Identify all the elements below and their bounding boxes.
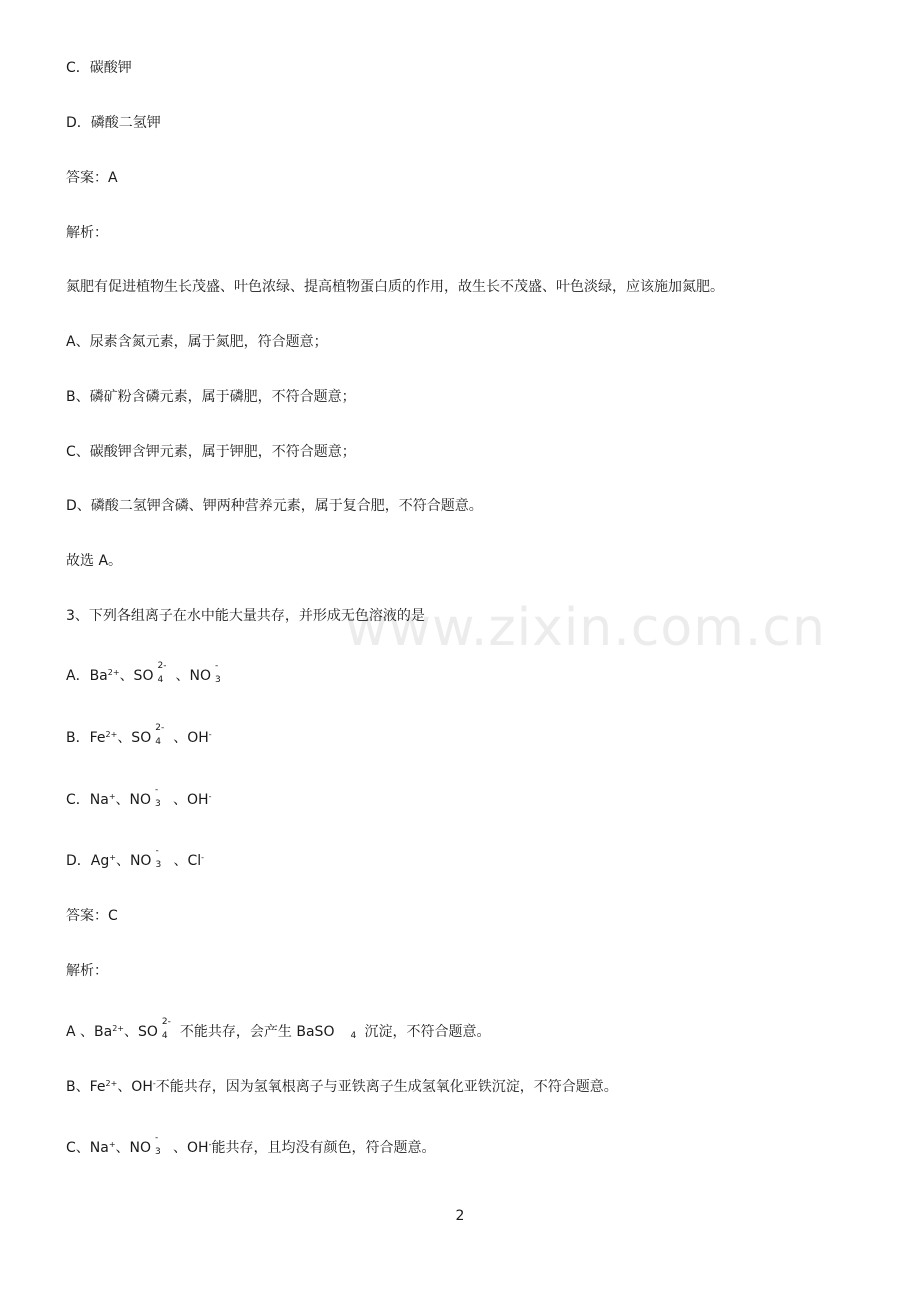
ion-charge: 2+ — [112, 1024, 125, 1033]
q3-option-a — [66, 661, 233, 686]
ion-charge: - — [152, 1079, 156, 1088]
explanation-text: 不能共存，因为氢氧根离子与亚铁离子生成氢氧化亚铁沉淀，不符合题意。 — [155, 1079, 618, 1095]
ion-charge: - — [155, 1133, 159, 1143]
formula-script — [211, 661, 233, 686]
ion-charge: - — [155, 846, 159, 856]
q2-option-c: C．碳酸钾 — [66, 60, 132, 76]
formula-script — [151, 846, 173, 871]
ion-charge: - — [155, 785, 159, 795]
watermark: www.zixin.com.cn — [345, 598, 826, 658]
ion-text: C．Na — [66, 792, 109, 808]
q3-question: 3、下列各组离子在水中能大量共存，并形成无色溶液的是 — [66, 608, 425, 624]
ion-charge: 2- — [155, 723, 165, 733]
ion-charge: + — [108, 792, 116, 801]
q2-detail-b: B、磷矿粉含磷元素，属于磷肥，不符合题意； — [66, 389, 356, 405]
ion-subscript: 4 — [157, 675, 164, 685]
q2-option-d: D．磷酸二氢钾 — [66, 115, 161, 131]
ion-text: 、SO — [124, 1024, 158, 1040]
q3-analysis-label: 解析： — [66, 963, 108, 979]
q3-detail-a — [66, 1017, 491, 1042]
formula-script — [151, 723, 173, 748]
ion-subscript: 3 — [214, 675, 221, 685]
formula-script — [151, 785, 173, 810]
ion-text: 、Cl — [173, 853, 202, 869]
ion-text: 、SO — [119, 668, 154, 684]
ion-text: 、OH — [173, 730, 209, 746]
ion-text: 、OH — [173, 1140, 209, 1156]
ion-charge: 2- — [161, 1017, 171, 1027]
ion-subscript: 3 — [155, 1147, 161, 1157]
ion-text: B．Fe — [66, 730, 106, 746]
q2-conclusion: 故选 A。 — [66, 553, 123, 569]
q2-explanation: 氮肥有促进植物生长茂盛、叶色浓绿、提高植物蛋白质的作用，故生长不茂盛、叶色淡绿，应该施加氮肥。 — [66, 279, 724, 295]
ion-charge: - — [208, 792, 212, 801]
ion-text: 、NO — [115, 1140, 152, 1156]
ion-charge: - — [214, 661, 219, 671]
q3-option-d — [66, 846, 205, 871]
ion-text: 、NO — [115, 792, 152, 808]
ion-text: D．Ag — [66, 853, 110, 869]
ion-text: C、Na — [66, 1140, 109, 1156]
q2-analysis-label: 解析： — [66, 225, 108, 241]
ion-text: A 、Ba — [66, 1024, 113, 1040]
ion-text: B、Fe — [66, 1079, 106, 1095]
q2-detail-a: A、尿素含氮元素，属于氮肥，符合题意； — [66, 334, 328, 350]
ion-charge: 2- — [157, 661, 167, 671]
explanation-text: 不能共存，会产生 BaSO — [179, 1024, 335, 1040]
ion-subscript: 4 — [350, 1031, 357, 1041]
q3-option-b — [66, 723, 212, 748]
ion-charge: 2+ — [105, 730, 118, 739]
ion-charge: - — [208, 730, 212, 739]
formula-script — [153, 661, 175, 686]
ion-charge: 2+ — [105, 1079, 118, 1088]
q2-detail-d: D、磷酸二氢钾含磷、钾两种营养元素，属于复合肥，不符合题意。 — [66, 498, 483, 514]
ion-charge: - — [208, 1140, 212, 1149]
page-number: 2 — [455, 1208, 465, 1224]
formula-script — [151, 1133, 173, 1158]
ion-subscript: 4 — [155, 737, 161, 747]
ion-charge: + — [109, 853, 116, 862]
ion-text: 、NO — [115, 853, 152, 869]
ion-text: 、SO — [117, 730, 152, 746]
formula-script — [158, 1017, 180, 1042]
q3-detail-c — [66, 1133, 436, 1158]
q2-detail-c: C、碳酸钾含钾元素，属于钾肥，不符合题意； — [66, 444, 356, 460]
explanation-text: 能共存，且均没有颜色，符合题意。 — [211, 1140, 436, 1156]
formula-script — [334, 1022, 364, 1042]
ion-text: 、OH — [173, 792, 209, 808]
q3-detail-b — [66, 1077, 618, 1097]
q3-answer: 答案：C — [66, 908, 118, 924]
ion-subscript: 4 — [161, 1031, 168, 1041]
ion-charge: + — [108, 1140, 116, 1149]
ion-subscript: 3 — [155, 799, 161, 809]
ion-text: 、NO — [175, 668, 211, 684]
explanation-text: 沉淀，不符合题意。 — [364, 1024, 491, 1040]
ion-subscript: 3 — [155, 860, 162, 870]
q2-answer: 答案：A — [66, 170, 118, 186]
ion-charge: 2+ — [107, 668, 120, 677]
ion-text: 、OH — [117, 1079, 153, 1095]
q3-option-c — [66, 785, 212, 810]
ion-charge: - — [201, 853, 205, 862]
ion-text: A．Ba — [66, 668, 108, 684]
